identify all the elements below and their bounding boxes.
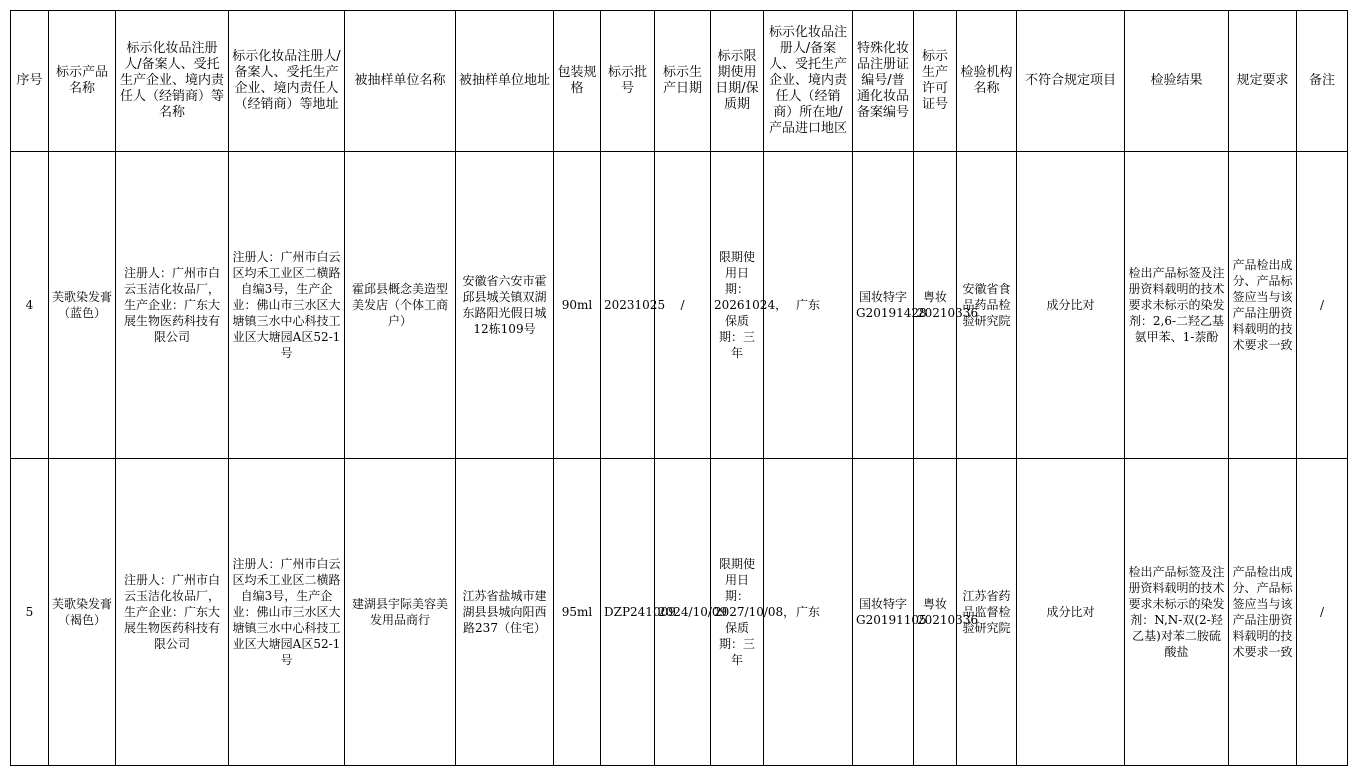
header-cell: 标示产品名称 [49,11,116,152]
registration-number-cell: 国妆特字G20191428 [853,151,914,458]
spec-cell: 90ml [554,151,601,458]
sampled-unit-name-cell: 霍邱县概念美造型美发店（个体工商户） [345,151,456,458]
nonconforming-item-cell: 成分比对 [1017,151,1125,458]
header-cell: 检验机构名称 [957,11,1017,152]
sampled-unit-address-cell: 安徽省六安市霍邱县城关镇双湖东路阳光假日城12栋109号 [456,151,554,458]
header-cell: 规定要求 [1229,11,1297,152]
note-cell: / [1297,458,1348,765]
header-cell: 标示生产许可证号 [914,11,957,152]
table-header-row [11,11,1348,152]
header-cell: 序号 [11,11,49,152]
batch-cell: 20231025 [601,151,655,458]
production-date-cell: / [655,151,711,458]
production-date-cell: 2024/10/09 [655,458,711,765]
expiry-cell: 限期使用日期：20261024，保质期：三年 [711,151,764,458]
header-cell: 包装规格 [554,11,601,152]
seq-cell: 5 [11,458,49,765]
company-cell: 注册人：广州市白云玉洁化妆品厂，生产企业：广东大展生物医药科技有限公司 [116,151,229,458]
note-cell: / [1297,151,1348,458]
lab-cell: 安徽省食品药品检验研究院 [957,151,1017,458]
registration-number-cell: 国妆特字G20191105 [853,458,914,765]
result-cell: 检出产品标签及注册资料载明的技术要求未标示的染发剂：2,6-二羟乙基氨甲苯、1-萘酚 [1125,151,1229,458]
nonconforming-item-cell: 成分比对 [1017,458,1125,765]
seq-cell: 4 [11,151,49,458]
table-row [11,151,1348,458]
table-row [11,458,1348,765]
header-cell: 标示化妆品注册人/备案人、受托生产企业、境内责任人（经销商）等名称 [116,11,229,152]
expiry-cell: 限期使用日期：2027/10/08，保质期：三年 [711,458,764,765]
header-cell: 标示生产日期 [655,11,711,152]
sampled-unit-name-cell: 建湖县宇际美容美发用品商行 [345,458,456,765]
header-cell: 特殊化妆品注册证编号/普通化妆品备案编号 [853,11,914,152]
address-cell: 注册人：广州市白云区均禾工业区二横路自编3号，生产企业：佛山市三水区大塘镇三水中心科技工业区大塘园A区52-1号 [229,151,345,458]
inspection-results-table [10,10,1348,766]
header-cell: 标示化妆品注册人/备案人、受托生产企业、境内责任人（经销商）等地址 [229,11,345,152]
company-cell: 注册人：广州市白云玉洁化妆品厂，生产企业：广东大展生物医药科技有限公司 [116,458,229,765]
product-name-cell: 芙歌染发膏（褐色） [49,458,116,765]
license-cell: 粤妆20210336 [914,151,957,458]
batch-cell: DZP241009 [601,458,655,765]
header-cell: 标示化妆品注册人/备案人、受托生产企业、境内责任人（经销商）所在地/产品进口地区 [764,11,853,152]
header-cell: 被抽样单位名称 [345,11,456,152]
region-cell: 广东 [764,151,853,458]
address-cell: 注册人：广州市白云区均禾工业区二横路自编3号，生产企业：佛山市三水区大塘镇三水中心科技工业区大塘园A区52-1号 [229,458,345,765]
header-cell: 标示限期使用日期/保质期 [711,11,764,152]
product-name-cell: 芙歌染发膏（蓝色） [49,151,116,458]
sampled-unit-address-cell: 江苏省盐城市建湖县县城向阳西路237（住宅） [456,458,554,765]
header-cell: 备注 [1297,11,1348,152]
license-cell: 粤妆20210336 [914,458,957,765]
requirement-cell: 产品检出成分、产品标签应当与该产品注册资料载明的技术要求一致 [1229,151,1297,458]
region-cell: 广东 [764,458,853,765]
lab-cell: 江苏省药品监督检验研究院 [957,458,1017,765]
header-cell: 不符合规定项目 [1017,11,1125,152]
result-cell: 检出产品标签及注册资料载明的技术要求未标示的染发剂：N,N-双(2-羟乙基)对苯二胺硫酸盐 [1125,458,1229,765]
requirement-cell: 产品检出成分、产品标签应当与该产品注册资料载明的技术要求一致 [1229,458,1297,765]
spec-cell: 95ml [554,458,601,765]
header-cell: 标示批号 [601,11,655,152]
header-cell: 被抽样单位地址 [456,11,554,152]
header-cell: 检验结果 [1125,11,1229,152]
